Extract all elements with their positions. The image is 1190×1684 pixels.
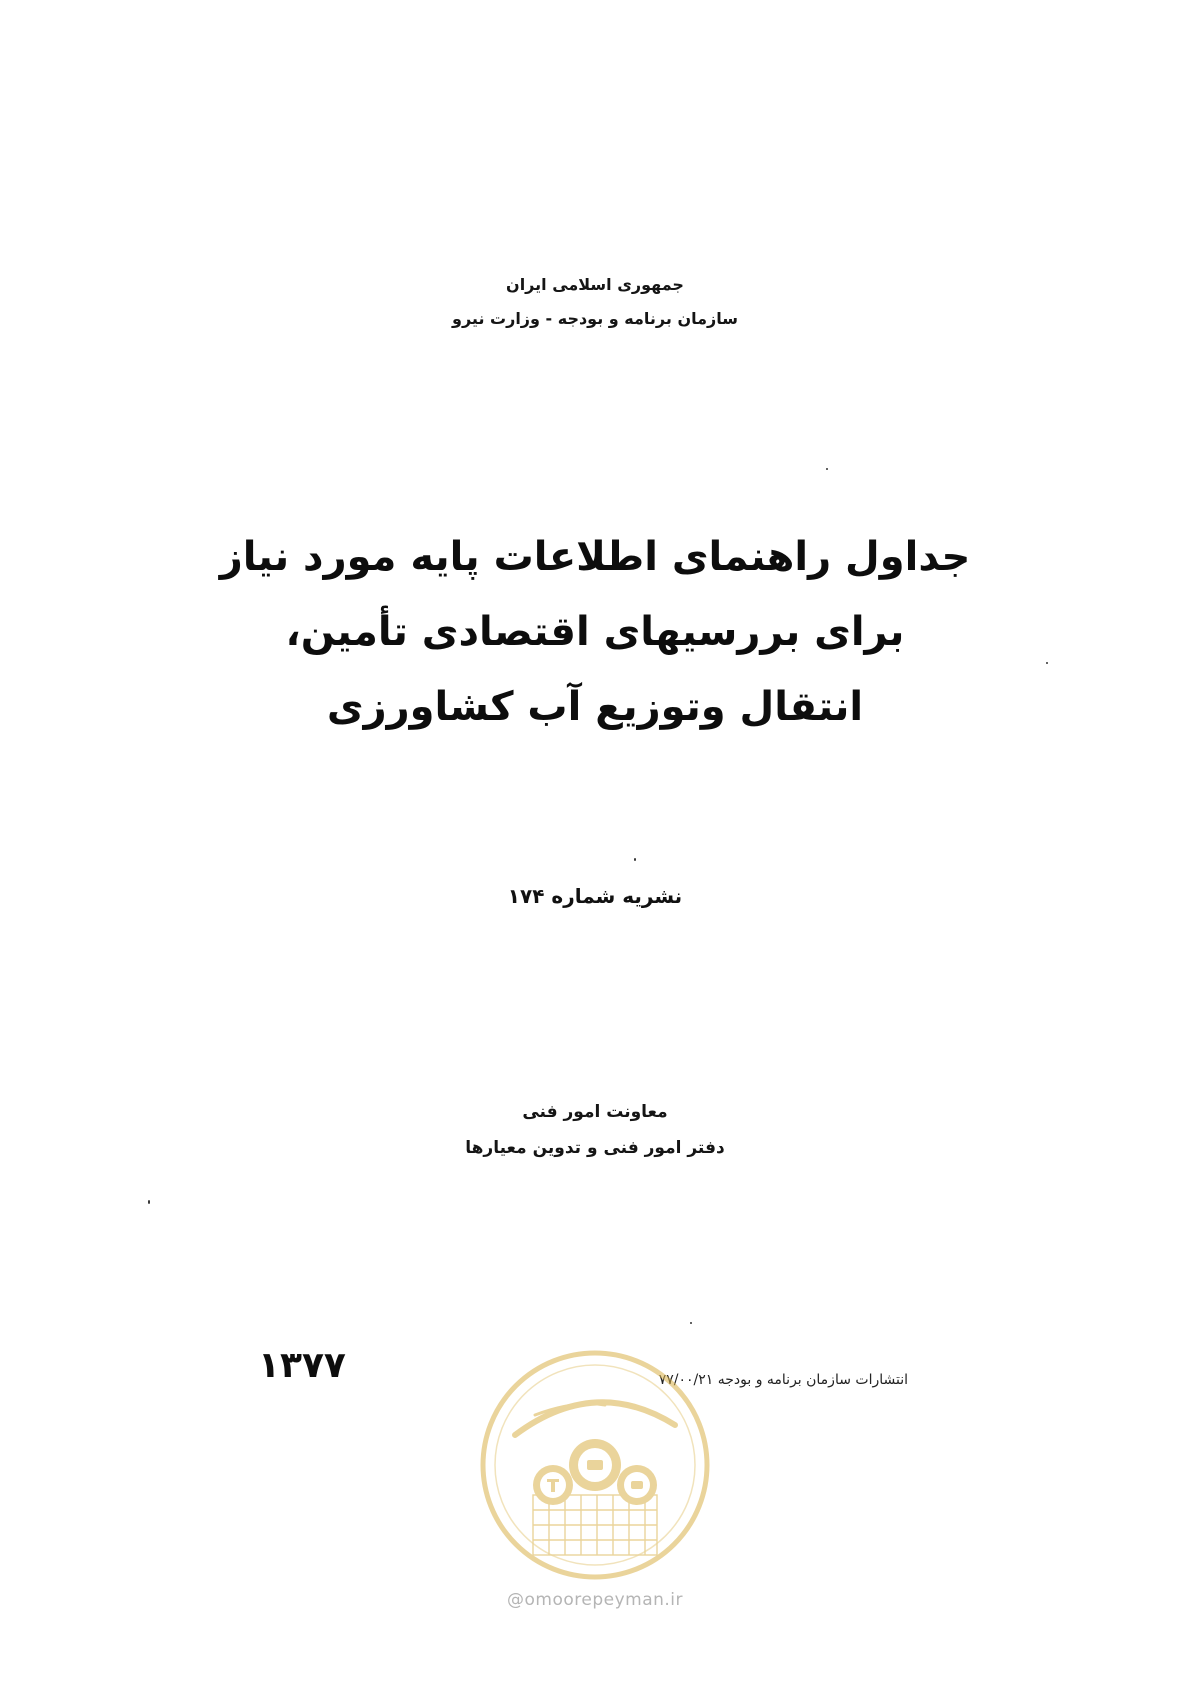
watermark-caption: @omoorepeyman.ir — [506, 1590, 684, 1610]
scan-speck — [690, 1322, 692, 1324]
standards-office: دفتر امور فنی و تدوین معیارها — [465, 1138, 725, 1158]
title-line-3: انتقال وتوزیع آب کشاورزی — [326, 684, 864, 730]
deputy-office: معاونت امور فنی — [522, 1102, 668, 1122]
scan-speck — [826, 468, 828, 470]
scan-speck — [148, 1200, 150, 1204]
publisher-line: انتشارات سازمان برنامه و بودجه ۷۷/۰۰/۲۱ — [658, 1372, 908, 1388]
document-title — [0, 520, 1190, 745]
department-block — [0, 1094, 1190, 1166]
organizations: سازمان برنامه و بودجه - وزارت نیرو — [452, 309, 738, 328]
issuing-authority — [0, 268, 1190, 336]
title-line-1: جداول راهنمای اطلاعات پایه مورد نیاز — [219, 534, 971, 580]
scan-speck — [634, 858, 636, 861]
country-name: جمهوری اسلامی ایران — [506, 275, 684, 294]
scan-speck — [1046, 662, 1048, 664]
publication-year: ۱۳۷۷ — [258, 1345, 346, 1386]
publication-number: نشریه شماره ۱۷۴ — [507, 884, 683, 908]
title-line-2: برای بررسیهای اقتصادی تأمین، — [285, 609, 905, 655]
watermark-seal-icon — [475, 1345, 715, 1585]
